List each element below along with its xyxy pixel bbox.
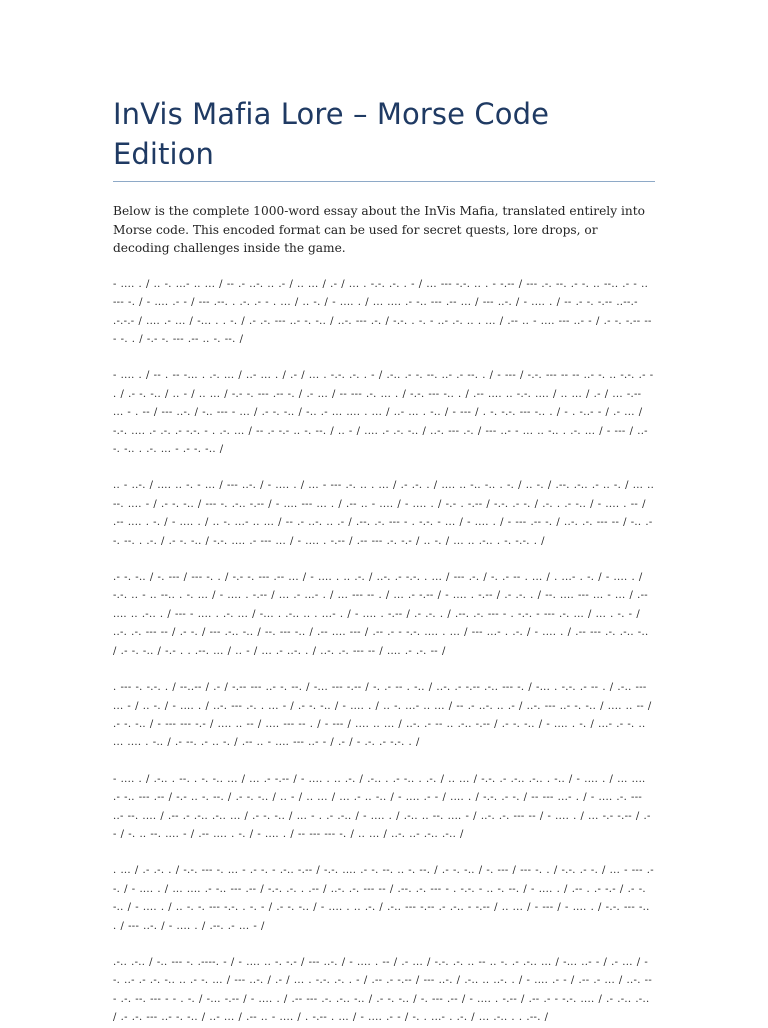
morse-body [113,276,655,1028]
morse-paragraph: .-.. .-.. / -.. --- -. .----. - / - .... .. -. -.- / --- ..-. / - .... . -- / .- ... / -.-. .-. .. -- .. -. .- .-.. ... / -... ..- - / .- ... / --. ..- .- .-. -.. .. .- -. ... / --- ..-. / .- / ... . -.-. .-. . - / .-- .- -.-- / --- ..-. / .-.. .. ..-. . / - .... .- - / .-- .- ... / ..-. --- .-. --. --- - - . -. / -... -.-- / - .... . / .-- --- .-. .-.. -.. / .- -. -.. / -. --- .-- / - .... . -.-- / .-- .- - -.-. .... / .- .-.. .-.. / .- .-. --- ..- -. -.. / ..- ... / .-- .. - .... / . -.-- . ... / - .... .- - / -. . ...- . .-. / ... .-.. . . .--. / [113,956,653,1024]
morse-paragraph: . ... / .- .-. . / -.-. --- -. ... - .- -. - .-.. -.-- / -.-. .... .- -. --. .. -. --. / .- -. -.. / -. --- / --- -. . / -.-. .- -. / ... - --- .--. / - .... . / ... .... .- -.. --- .-- / -.-. .-. . .-- / ..-. .-. --- -- / .--. .-. --- - . -.-. - .. -. --. / - .... . / .-- . .- -.- / .- -. -.. / - .... . / .. -. -. --- -.-. . -. - / .- -. -.. / - .... . .. .-. / .-.. --- -.-- .- .-.. - -.-- / .. ... / - --- / - .... . / -.-. --- -.. . / --- ..-. / - .... . / .--. .- ... - / [113,865,654,932]
morse-paragraph: .- -. -.. / -. --- / --- -. . / -.- -. --- .-- ... / - .... . .. .-. / ..-. .- -.-. . ... / --- .-. / -. .- -- . ... / . ...- . -. / - .... . / -.-. .. - .. --.. . -. ... / - .... . -.-- / ... .- ...- . / ... --- -- . / ... .- -.-- / - .... . -.-- / .- .-. . / --. .... --- ... - ... / .-- .... .. .-.. . / --- - .... . .-. ... / -... . .-.. .. . ...- . / - .... . -.-- / .- .-. . / .--. .-. --- - . -.-. - --- .-. ... / ... . -. - / ..-. .-. --- -- / .- -. / --- .-.. -.. / --. --- -.. / .-- .... --- / .-- .- - -.-. .... . ... / --- ...- . .-. / - .... . / .-- --- .-. .-.. -.. / .- -. -.. / -.- . . .--. ... / .. - / ... .- ..-. . / ..-. .-. --- -- / .... .- .-. -- / [113,572,649,657]
intro-paragraph: Below is the complete 1000-word essay about the InVis Mafia, translated entirely into Morse code. This encoded format can be used for secret quests, lore drops, or decoding challenges inside the game. [113,204,645,256]
title-divider [113,181,655,182]
morse-paragraph: - .... . / .-.. . --. . -. -.. ... / ... .- -.-- / - .... . .. .-. / .-.. . .- -.. . .-. / .. ... / -.-. .- .-.. .-.. . -.. / - .... . / ... .... .- -.. --- .-- / -.- .. -. --. / .- -. -.. / .. - / .. ... / ... .- .. -.. / - .... .- - / .... . / -.-. .- -. / -- --- ...- . / - .... .-. --- ..- --. .... / .-- .- .-.. .-.. ... / .- -. -.. / ... - . .- .-.. / - .... . / .-.. .. --. .... - / ..-. .-. --- -- / - .... . / ... -.- -.-- / .- - / -. .. --. .... - / .-- .... . -. / - .... . / -- --- --- -. / .. ... / ..-. ..- .-.. .-.. / [113,773,651,840]
morse-paragraph: .. - ..-. / .... .. -. - ... / --- ..-. / - .... . / ... - --- .-. .. . ... / .- .-. . / .... .. -.. -.. . -. / .. -. / .--. .-.. .- .. -. / ... .. --. .... - / .- -. -.. / --- -. .-.. -.-- / - .... --- ... . / .-- .. - .... / - .... . / -.- . -.-- / -.-. .- -. / .-. . .- -.. / - .... . -- / .-- .... . -. / - .... . / .. -. ...- .. ... / -- .- ..-. .. .- / .--. .-. --- - . -.-. - ... / - .... . / - --- .-- -. / ..-. .-. --- -- / -.. .- -. --. . .-. / .- -. -.. / -.-. .... .- --- ... / - .... . -.-- / .-- --- .-. -.- / .. -. / ... .. .-.. . -. -.-. . / [113,480,655,547]
morse-paragraph: - .... . / .. -. ...- .. ... / -- .- ..-. .. .- / .. ... / .- / ... . -.-. .-. . - / ... --- -.-. .. . - -.-- / --- .-. --. .- -. .. --.. .- - .. --- -. / - .... .- - / --- .--. . .-. .- - . ... / .. -. / - .... . / ... .... .- -.. --- .-- ... / --- ..-. / - .... . / -- .- -. -.-- ..--.- .-.-.- / .... .- ... / -... . . -. / .- .-. --- ..- -. -.. / ..-. --- .-. / -.-. . -. - ..- .-. .. . ... / .-- .. - .... --- ..- - / .- -. -.-- --- -. . / -.- -. --- .-- .. -. --. / [113,278,652,345]
morse-paragraph: - .... . / -- . -- -... . .-. ... / ..- ... . / .- / ... . -.-. .-. . - / .-.. .- -. --. ..- .- --. . / - --- / -.-. --- -- -- ..- -. .. -.-. .- - . / .- -. -.. / .. - / .. ... / -.- -. --- .-- -. / .- ... / -- --- .-. ... . / -.-. --- -.. . / .-- .... .. -.-. .... / .. ... / .- / ... -.-- ... - . -- / --- ..-. / -.. --- - ... / .- -. -.. / -.. .- ... .... . ... / ..- ... . -.. / - --- / . -. -.-. --- -.. . / - . -..- - / .- ... / -.-. .... .- .-. .- -.-. - . .-. ... / -- .- -.- .. -. --. / .. - / .... .- .-. -.. / ..-. --- .-. / --- ..- - ... .. -.. . .-. ... / - --- / ..- -. -.. . .-. ... - .- -. -.. / [113,370,654,456]
morse-paragraph: . --- -. -.-. . / --..-- / .- / -.-- --- ..- -. --. / -... --- -.-- / -. .- -- . -.. / ..-. .- -.-- .-.. --- -. / -... . -.-. .- -- . / .-.. --- ... - / .. -. / - .... . / ..-. --- .-. . ... - / .- -. -.. / - .... . / .. -. ...- .. ... / -- .- ..-. .. .- / ..-. --- ..- -. -.. / .... .. -- / .- -. -.. / - --- --- -.- / .... .. -- / .... --- -- . / - --- / .... .. ... / ..-. .- -- .. .-.. -.-- / .- -. -.. / - .... . -. / ...- .- -. .. ... .... . -.. / .- --. .- .. -. / .-- .. - .... --- ..- - / .- / - .-. .- -.-. . / [113,682,652,749]
page-title: InVis Mafia Lore – Morse Code Edition [113,97,550,171]
